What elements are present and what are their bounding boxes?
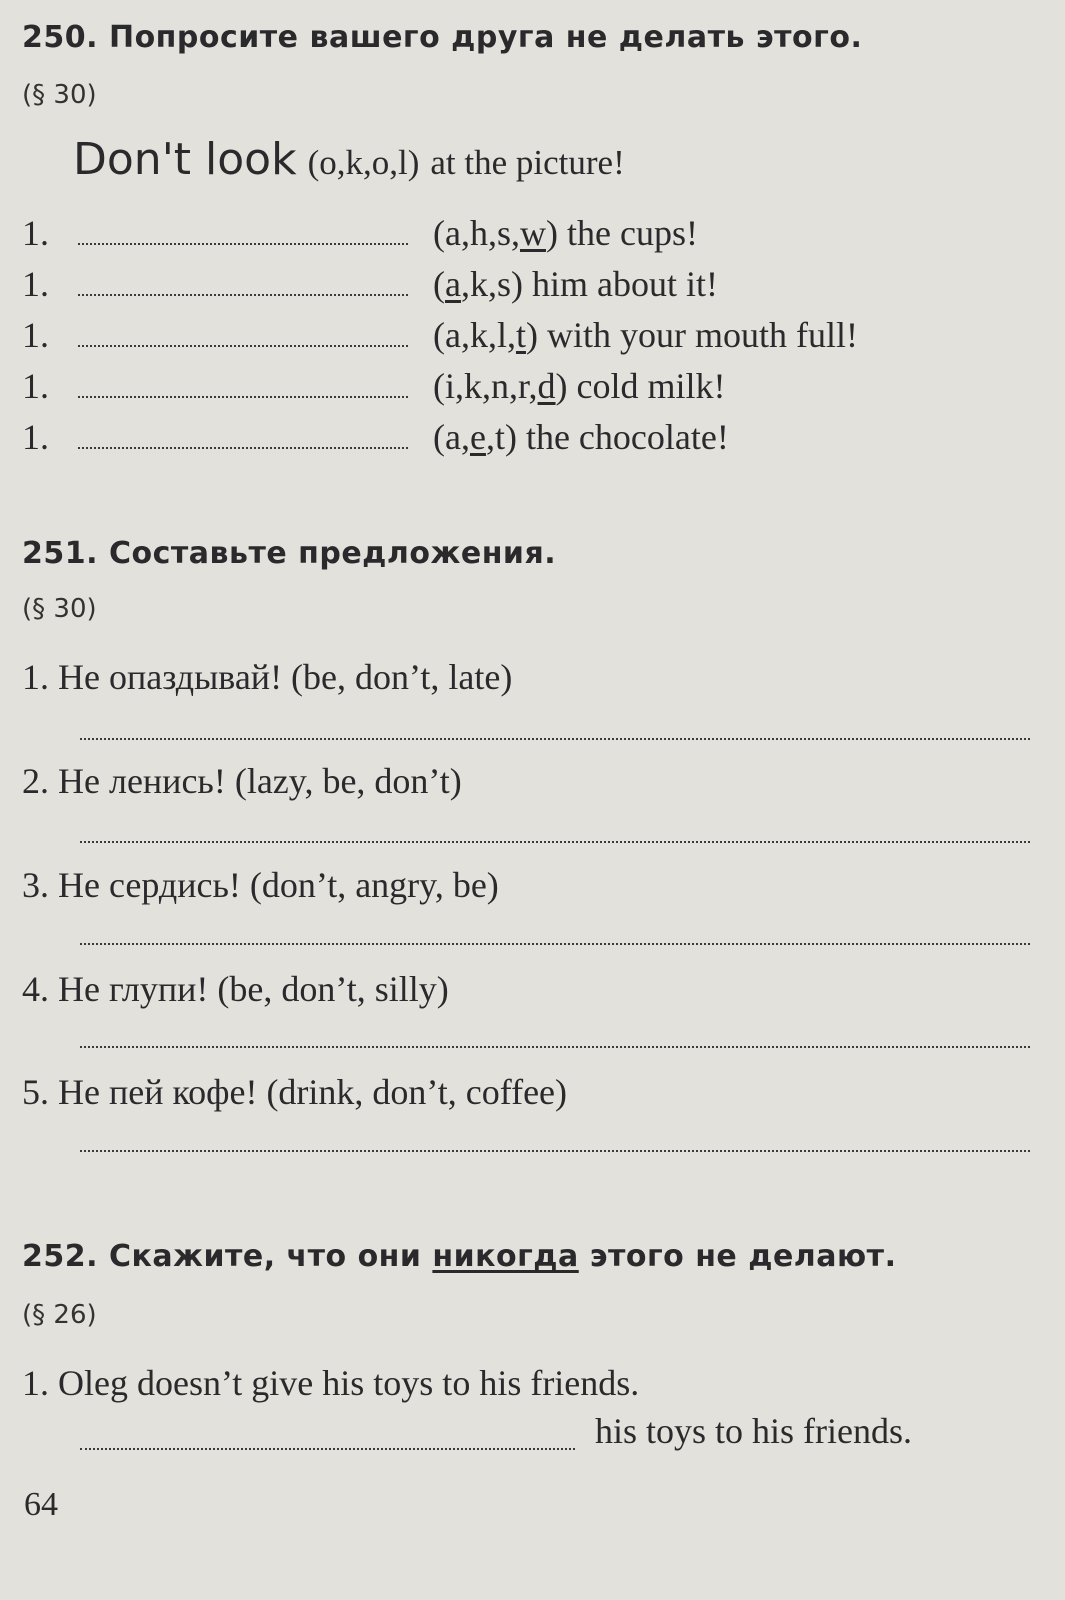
item-number: 1. [22, 213, 49, 253]
item-number: 1. [22, 366, 49, 406]
exercise-251-item: 5. Не пей кофе! (drink, don’t, coffee) [22, 1072, 568, 1112]
emphasized-word: никогда [432, 1239, 579, 1274]
item-number: 1. [22, 315, 49, 355]
item-tail: with your mouth full! [546, 315, 858, 355]
exercise-252-item-tail: his toys to his friends. [595, 1411, 913, 1451]
letter-hint: (a,e,t) [433, 417, 517, 457]
exercise-250-example [73, 134, 625, 185]
exercise-251-reference: (§ 30) [22, 594, 97, 624]
exercise-250-item [22, 263, 718, 305]
item-tail: the cups! [566, 213, 698, 253]
answer-blank[interactable] [78, 396, 408, 398]
answer-line[interactable] [80, 943, 1030, 945]
exercise-251-item: 3. Не сердись! (don’t, angry, be) [22, 865, 499, 905]
answer-line[interactable] [80, 1150, 1030, 1152]
exercise-251-item: 2. Не ленись! (lazy, be, don’t) [22, 761, 462, 801]
example-answer: Don't look [73, 134, 297, 185]
exercise-251-item: 4. Не глупи! (be, don’t, silly) [22, 969, 449, 1009]
answer-line[interactable] [80, 841, 1030, 843]
exercise-250-item [22, 314, 858, 356]
answer-line[interactable] [80, 1046, 1030, 1048]
exercise-250-item [22, 416, 729, 458]
answer-line[interactable] [80, 1448, 575, 1450]
item-tail: the chocolate! [525, 417, 729, 457]
example-tail: at the picture! [430, 143, 625, 182]
exercise-252-item: 1. Oleg doesn’t give his toys to his friends. [22, 1363, 640, 1403]
item-number: 1. [22, 417, 49, 457]
item-tail: cold milk! [576, 366, 726, 406]
exercise-250-item [22, 212, 698, 254]
letter-hint: (a,h,s,w) [433, 213, 558, 253]
exercise-250-title: 250. Попросите вашего друга не делать этого. [22, 20, 863, 55]
letter-hint: (i,k,n,r,d) [433, 366, 568, 406]
exercise-250-reference: (§ 30) [22, 80, 97, 110]
answer-blank[interactable] [78, 447, 408, 449]
exercise-250-item [22, 365, 726, 407]
answer-blank[interactable] [78, 294, 408, 296]
exercise-252-title: 252. Скажите, что они никогда этого не делают. [22, 1239, 897, 1274]
answer-blank[interactable] [78, 243, 408, 245]
letter-hint: (a,k,s) [433, 264, 523, 304]
letter-hint: (a,k,l,t) [433, 315, 538, 355]
answer-blank[interactable] [78, 345, 408, 347]
item-number: 1. [22, 264, 49, 304]
answer-line[interactable] [80, 738, 1030, 740]
example-hint: (o,k,o,l) [307, 143, 420, 182]
item-tail: him about it! [531, 264, 718, 304]
exercise-251-item: 1. Не опаздывай! (be, don’t, late) [22, 657, 513, 697]
page-number: 64 [24, 1486, 58, 1523]
exercise-251-title: 251. Составьте предложения. [22, 536, 557, 571]
exercise-252-reference: (§ 26) [22, 1300, 97, 1330]
